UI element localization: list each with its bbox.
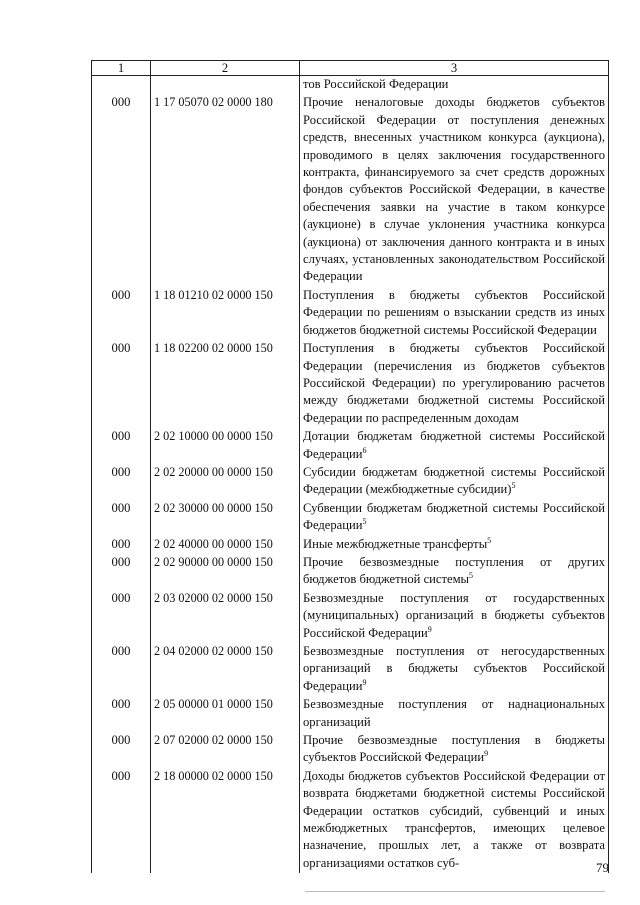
footnote-mark: 9 xyxy=(362,677,367,687)
income-description-cell xyxy=(300,340,609,428)
footnote-mark: 5 xyxy=(469,571,474,581)
description-text: Субвенции бюджетам бюджетной системы Российской Федерации xyxy=(303,500,605,533)
budget-code-cell: 2 07 02000 02 0000 150 xyxy=(151,732,300,768)
table-row xyxy=(92,643,609,696)
description-text: Поступления в бюджеты субъектов Российской Федерации (перечисления из бюджетов субъектов Российской Федерации) по урегулированию расчетов между бюджетами бюджетной системы Российской Федерации по распределенным доходам xyxy=(303,341,605,425)
income-description-cell xyxy=(300,500,609,536)
income-description-cell xyxy=(300,696,609,732)
admin-code-cell: 000 xyxy=(92,554,151,590)
income-description-cell xyxy=(300,287,609,340)
footnote-mark: 6 xyxy=(362,445,367,455)
table-row xyxy=(92,590,609,643)
income-description-cell xyxy=(300,554,609,590)
budget-code-cell: 1 17 05070 02 0000 180 xyxy=(151,94,300,286)
budget-code-cell: 2 02 20000 00 0000 150 xyxy=(151,464,300,500)
table-row xyxy=(92,94,609,286)
description-text: Поступления в бюджеты субъектов Российской Федерации по решениям о взыскании средств из иных бюджетов бюджетной системы Российской Федерации xyxy=(303,287,605,337)
admin-code-cell: 000 xyxy=(92,768,151,873)
income-description-cell xyxy=(300,536,609,554)
budget-code-cell: 2 18 00000 02 0000 150 xyxy=(151,768,300,873)
budget-code-cell: 2 02 30000 00 0000 150 xyxy=(151,500,300,536)
footnote-mark: 5 xyxy=(362,516,367,526)
income-description-cell xyxy=(300,428,609,464)
budget-code-cell: 2 03 02000 02 0000 150 xyxy=(151,590,300,643)
column-header-2: 2 xyxy=(151,61,300,76)
budget-code-cell: 2 02 40000 00 0000 150 xyxy=(151,536,300,554)
table-row xyxy=(92,76,609,95)
description-text: Дотации бюджетам бюджетной системы Российской Федерации xyxy=(303,429,605,461)
table-header-row xyxy=(92,61,609,76)
footnote-mark: 9 xyxy=(427,624,432,634)
table-row xyxy=(92,464,609,500)
income-description-cell xyxy=(300,643,609,696)
table-row xyxy=(92,500,609,536)
description-text: Иные межбюджетные трансферты xyxy=(303,536,488,551)
footnote-mark: 5 xyxy=(511,481,516,491)
admin-code-cell: 000 xyxy=(92,536,151,554)
income-description-cell xyxy=(300,464,609,500)
description-text: Доходы бюджетов субъектов Российской Федерации от возврата бюджетами бюджетной системы Российской Федерации остатков субсидий, субвенций и иных межбюджетных трансфертов, имеющих целевое назначение, прошлых лет, а также от возврата организациями остатков суб- xyxy=(303,768,605,870)
table-row xyxy=(92,340,609,428)
column-header-3: 3 xyxy=(300,61,609,76)
description-text: Субсидии бюджетам бюджетной системы Российской Федерации (межбюджетные субсидии) xyxy=(303,464,605,497)
budget-code-cell: 1 18 01210 02 0000 150 xyxy=(151,287,300,340)
page-number: 79 xyxy=(596,860,609,875)
admin-code-cell: 000 xyxy=(92,287,151,340)
description-text: Прочие безвозмездные поступления от других бюджетов бюджетной системы xyxy=(303,554,605,587)
description-text: тов Российской Федерации xyxy=(303,77,449,91)
admin-code-cell xyxy=(92,76,151,95)
description-text: Прочие безвозмездные поступления в бюджеты субъектов Российской Федерации xyxy=(303,733,605,765)
budget-code-cell xyxy=(151,76,300,95)
admin-code-cell: 000 xyxy=(92,94,151,286)
footnote-mark: 9 xyxy=(484,749,489,759)
budget-code-cell: 1 18 02200 02 0000 150 xyxy=(151,340,300,428)
description-text: Безвозмездные поступления от государственных (муниципальных) организаций в бюджеты субъектов Российской Федерации xyxy=(303,590,605,640)
column-header-1: 1 xyxy=(92,61,151,76)
table-row xyxy=(92,732,609,768)
table-row xyxy=(92,768,609,873)
admin-code-cell: 000 xyxy=(92,590,151,643)
budget-classification-table xyxy=(91,60,609,873)
admin-code-cell: 000 xyxy=(92,732,151,768)
admin-code-cell: 000 xyxy=(92,464,151,500)
income-description-cell xyxy=(300,732,609,768)
description-text: Безвозмездные поступления от наднациональных организаций xyxy=(303,697,605,729)
table-row xyxy=(92,287,609,340)
budget-code-cell: 2 05 00000 01 0000 150 xyxy=(151,696,300,732)
budget-code-cell: 2 02 10000 00 0000 150 xyxy=(151,428,300,464)
table-row xyxy=(92,428,609,464)
income-description-cell xyxy=(300,94,609,286)
description-text: Безвозмездные поступления от негосударственных организаций в бюджеты субъектов Российской Федерации xyxy=(303,644,605,693)
bottom-divider xyxy=(305,891,605,892)
footnote-mark: 5 xyxy=(487,535,492,545)
table-row xyxy=(92,696,609,732)
budget-code-cell: 2 04 02000 02 0000 150 xyxy=(151,643,300,696)
admin-code-cell: 000 xyxy=(92,340,151,428)
admin-code-cell: 000 xyxy=(92,696,151,732)
table-row xyxy=(92,554,609,590)
budget-code-cell: 2 02 90000 00 0000 150 xyxy=(151,554,300,590)
admin-code-cell: 000 xyxy=(92,428,151,464)
description-text: Прочие неналоговые доходы бюджетов субъектов Российской Федерации от поступления денежных средств, внесенных участником конкурса (аукциона), проводимого в целях заключения государственного контракта, финансируемого за счет средств дорожных фондов субъектов Российской Федерации, в качестве обеспечения заявки на участие в таком конкурсе (аукционе) в случае уклонения участника конкурса (аукциона) от заключения данного контракта и в иных случаях, установленных законодательством Российской Федерации xyxy=(303,95,605,284)
income-description-cell xyxy=(300,590,609,643)
admin-code-cell: 000 xyxy=(92,500,151,536)
income-description-cell xyxy=(300,76,609,95)
table-row xyxy=(92,536,609,554)
admin-code-cell: 000 xyxy=(92,643,151,696)
income-description-cell xyxy=(300,768,609,873)
